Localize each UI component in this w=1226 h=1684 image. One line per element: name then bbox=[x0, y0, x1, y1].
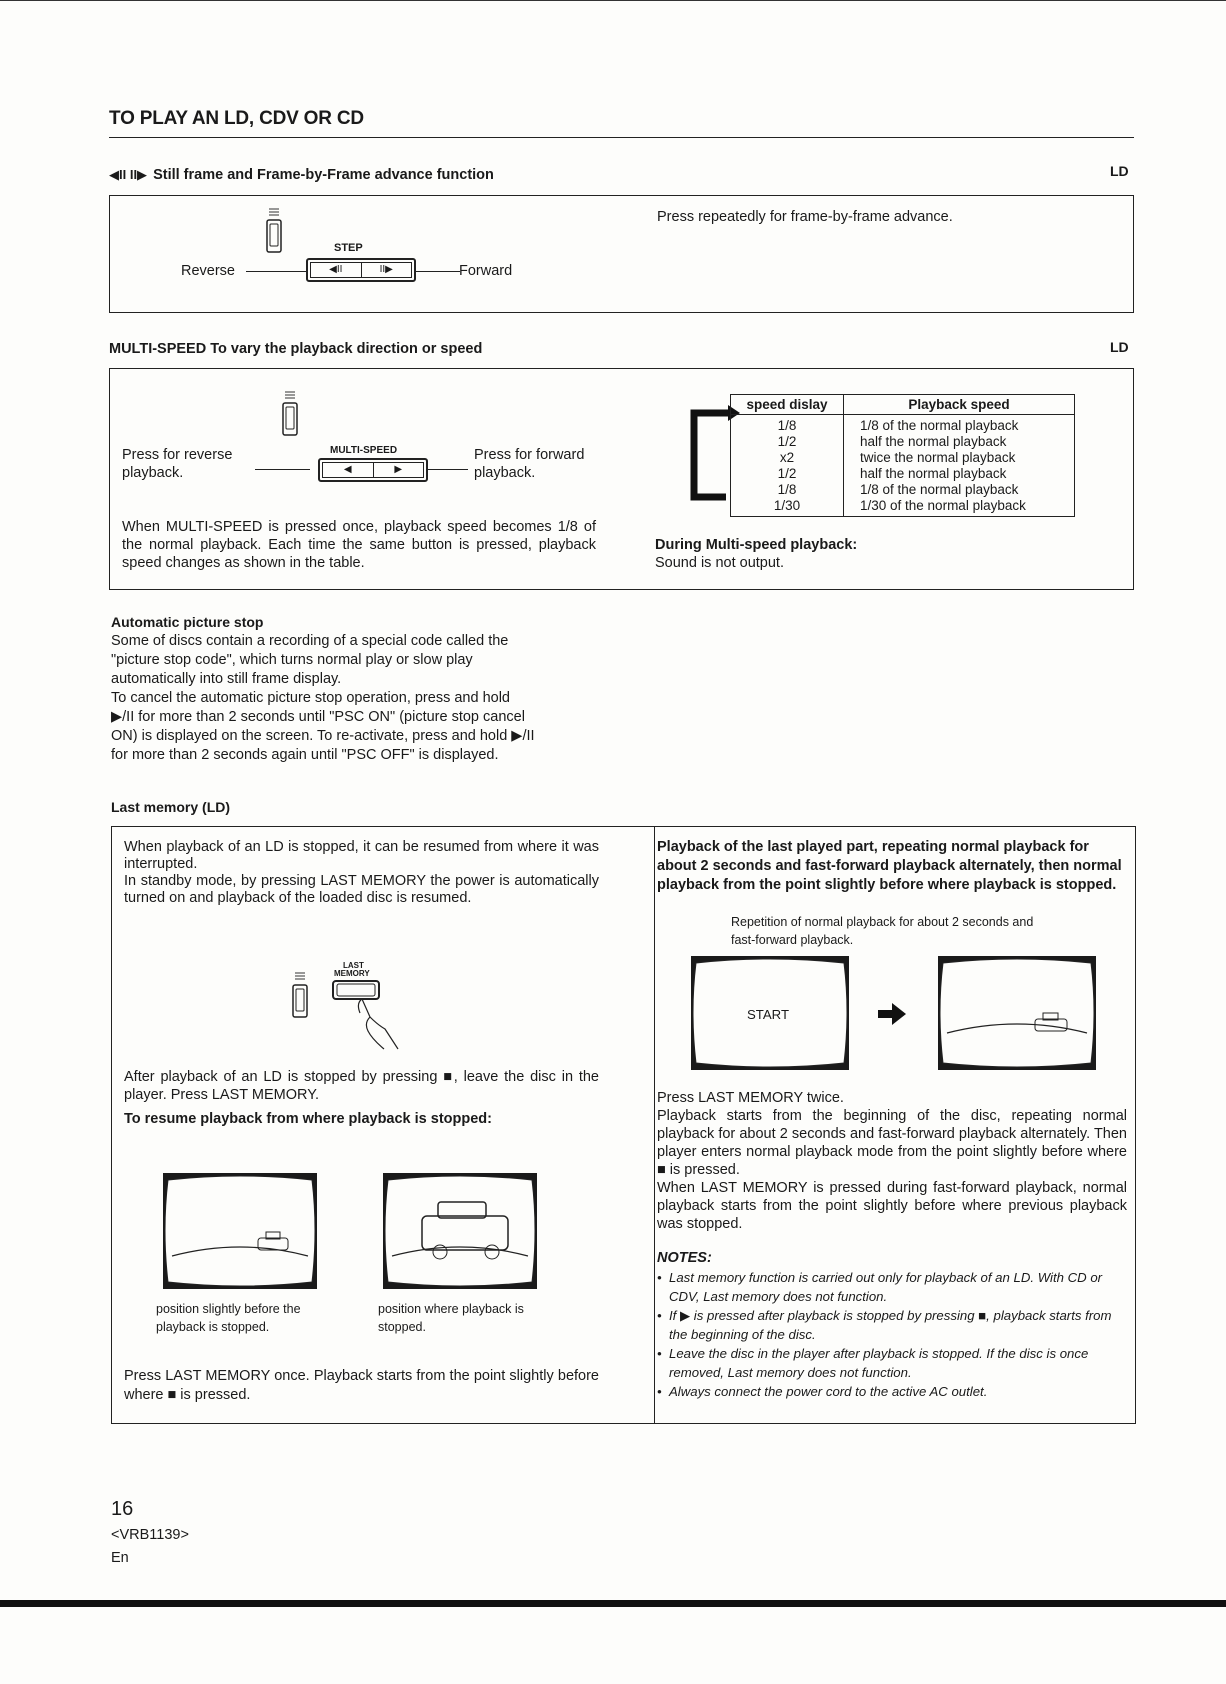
press-twice-text: Press LAST MEMORY twice. bbox=[657, 1090, 844, 1106]
during-multi-speed-heading: During Multi-speed playback: bbox=[655, 537, 858, 553]
remote-control-icon bbox=[280, 389, 300, 439]
title-rule bbox=[109, 137, 1134, 138]
still-frame-symbols: ◀II II▶ bbox=[109, 167, 148, 182]
last-memory-label-2: MEMORY bbox=[334, 969, 370, 978]
fast-forward-detail-text: When LAST MEMORY is pressed during fast-forward playback, normal playback starts from the point slightly before where previous playback was stopped. bbox=[657, 1180, 1127, 1232]
during-multi-speed-text: Sound is not output. bbox=[655, 555, 784, 571]
caption-before-stop: position slightly before the playback is stopped. bbox=[156, 1302, 301, 1334]
auto-stop-line: ON) is displayed on the screen. To re-activate, press and hold ▶/II bbox=[111, 728, 535, 744]
notes-heading: NOTES: bbox=[657, 1250, 712, 1266]
bottom-bar bbox=[0, 1600, 1226, 1607]
multi-speed-button[interactable] bbox=[318, 458, 428, 482]
right-arrow-icon bbox=[878, 1003, 908, 1025]
forward-leader-line bbox=[416, 271, 460, 272]
multi-speed-box bbox=[109, 368, 1134, 590]
table-row: 1/8 1/8 of the normal playback bbox=[731, 415, 1075, 435]
table-row: x2 twice the normal playback bbox=[731, 450, 1075, 466]
resume-heading: To resume playback from where playback is stopped: bbox=[124, 1111, 492, 1127]
note-item: • Leave the disc in the player after playback is stopped. If the disc is once removed, Last memory does not function. bbox=[657, 1346, 1089, 1380]
still-frame-heading: ◀II II▶ Still frame and Frame-by-Frame advance function bbox=[109, 167, 494, 183]
after-stop-text: After playback of an LD is stopped by pressing ■, leave the disc in the player. Press LAST MEMORY. bbox=[124, 1069, 599, 1103]
reverse-label: Reverse bbox=[181, 263, 235, 279]
note-item: • Always connect the power cord to the active AC outlet. bbox=[657, 1384, 988, 1399]
top-border bbox=[0, 0, 1226, 1]
page-number: 16 bbox=[111, 1498, 134, 1520]
multi-speed-forward-button[interactable]: ▶ bbox=[374, 462, 425, 478]
multi-speed-reverse-button[interactable]: ◀ bbox=[322, 462, 374, 478]
tv-screen-fast-forward bbox=[937, 955, 1097, 1071]
speed-table-col-speed: Playback speed bbox=[844, 395, 1075, 415]
auto-picture-stop bbox=[111, 613, 591, 765]
tv-screen-at-stop bbox=[382, 1172, 538, 1290]
speed-table bbox=[730, 394, 1075, 517]
note-item: • Last memory function is carried out only for playback of an LD. With CD or CDV, Last memory does not function. bbox=[657, 1270, 1103, 1304]
last-memory-box bbox=[111, 826, 1136, 1424]
auto-stop-line: "picture stop code", which turns normal play or slow play bbox=[111, 652, 473, 668]
step-button[interactable] bbox=[306, 258, 416, 282]
auto-stop-line: Some of discs contain a recording of a special code called the bbox=[111, 633, 509, 649]
reverse-leader-line bbox=[246, 271, 306, 272]
twice-detail-text: Playback starts from the beginning of the disc, repeating normal playback for about 2 seconds and fast-forward playback alternately. Then player enters normal playback mode from the point slightly before where ■ is pressed. bbox=[657, 1108, 1127, 1178]
remote-control-icon bbox=[264, 206, 284, 256]
table-row: 1/2 half the normal playback bbox=[731, 434, 1075, 450]
column-divider bbox=[654, 827, 655, 1423]
caption-at-stop: position where playback is stopped. bbox=[378, 1302, 524, 1334]
multi-speed-heading: MULTI-SPEED To vary the playback direction or speed bbox=[109, 341, 483, 357]
table-row: 1/2 half the normal playback bbox=[731, 466, 1075, 482]
last-memory-label-1: LAST bbox=[343, 961, 364, 970]
step-reverse-button[interactable]: ◀II bbox=[310, 262, 362, 278]
auto-stop-line: ▶/II for more than 2 seconds until "PSC ON" (picture stop cancel bbox=[111, 709, 525, 725]
auto-stop-line: automatically into still frame display. bbox=[111, 671, 342, 687]
repetition-caption: Repetition of normal playback for about 2 seconds and fast-forward playback. bbox=[731, 915, 1034, 947]
forward-label: Forward bbox=[459, 263, 513, 279]
step-label: STEP bbox=[334, 242, 363, 254]
still-frame-ld-tag: LD bbox=[1110, 163, 1129, 179]
last-memory-heading: Last memory (LD) bbox=[111, 799, 231, 815]
press-once-text: Press LAST MEMORY once. Playback starts from the point slightly before where ■ is pressed. bbox=[124, 1368, 599, 1403]
last-memory-standby: In standby mode, by pressing LAST MEMORY the power is automatically turned on and playback of the loaded disc is resumed. bbox=[124, 873, 599, 906]
forward-leader-line bbox=[428, 469, 468, 470]
reverse-leader-line bbox=[255, 469, 310, 470]
tv-screen-before-stop bbox=[162, 1172, 318, 1290]
start-label: START bbox=[747, 1007, 790, 1022]
notes-list bbox=[657, 1268, 1127, 1401]
multi-speed-label: MULTI-SPEED bbox=[330, 445, 398, 456]
page-title: TO PLAY AN LD, CDV OR CD bbox=[109, 108, 364, 129]
last-memory-intro: When playback of an LD is stopped, it can be resumed from where it was interrupted. bbox=[124, 839, 599, 872]
auto-stop-heading: Automatic picture stop bbox=[111, 614, 264, 630]
auto-stop-line: for more than 2 seconds again until "PSC OFF" is displayed. bbox=[111, 747, 499, 763]
language-code: En bbox=[111, 1550, 129, 1566]
forward-playback-text: Press for forward playback. bbox=[474, 447, 585, 481]
multi-speed-description: When MULTI-SPEED is pressed once, playback speed becomes 1/8 of the normal playback. Each time the same button is pressed, playback speed changes as shown in the table. bbox=[122, 519, 596, 571]
doc-code: <VRB1139> bbox=[111, 1527, 189, 1543]
last-played-heading: Playback of the last played part, repeating normal playback for about 2 seconds and fast-forward playback alternately, then normal playback from the point slightly before where playback is stopped. bbox=[657, 839, 1122, 893]
step-forward-button[interactable]: II▶ bbox=[362, 262, 413, 278]
still-frame-box bbox=[109, 195, 1134, 313]
reverse-playback-text: Press for reverse playback. bbox=[122, 447, 233, 481]
still-frame-description: Press repeatedly for frame-by-frame advance. bbox=[657, 209, 953, 225]
auto-stop-line: To cancel the automatic picture stop operation, press and hold bbox=[111, 690, 510, 706]
table-row: 1/30 1/30 of the normal playback bbox=[731, 498, 1075, 517]
note-item: • If ▶ is pressed after playback is stopped by pressing ■, playback starts from the beginning of the disc. bbox=[657, 1308, 1112, 1342]
table-row: 1/8 1/8 of the normal playback bbox=[731, 482, 1075, 498]
multi-speed-ld-tag: LD bbox=[1110, 339, 1129, 355]
speed-table-col-display: speed dislay bbox=[731, 395, 844, 415]
